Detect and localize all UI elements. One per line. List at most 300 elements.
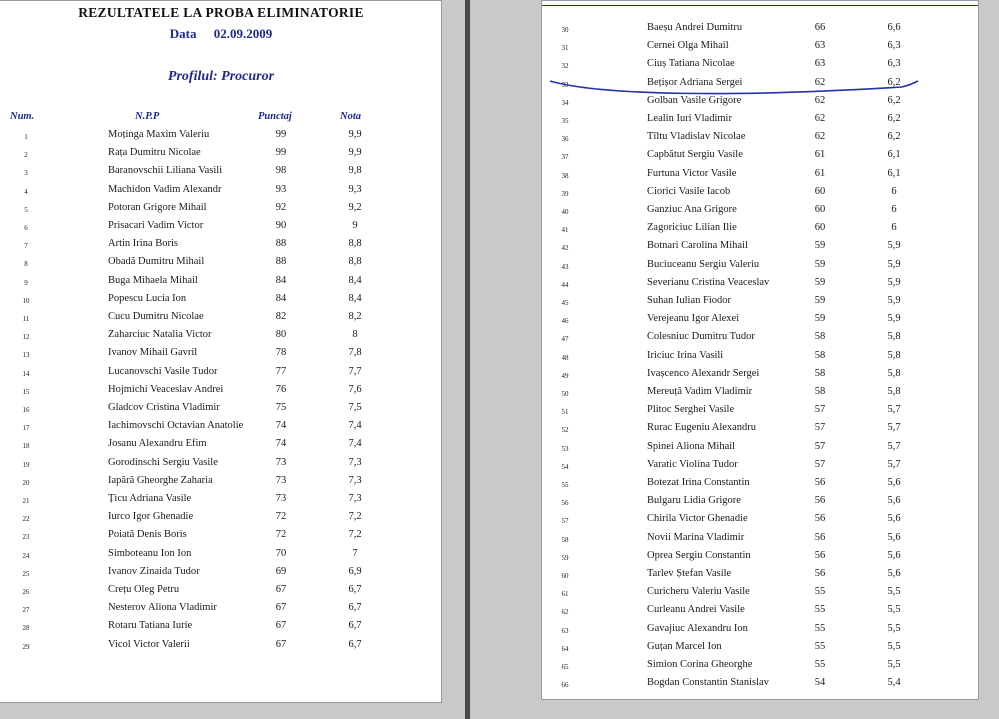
candidate-name: Bețișor Adriana Sergei	[647, 76, 743, 88]
candidate-name: Rurac Eugeniu Alexandru	[647, 422, 757, 434]
candidate-name: Curleanu Andrei Vasile	[647, 604, 745, 616]
row-grade: 6,3	[887, 40, 901, 52]
row-number: 8	[24, 260, 28, 269]
table-row	[0, 129, 441, 147]
row-grade: 7,3	[348, 456, 362, 468]
row-number: 43	[561, 262, 569, 271]
row-grade: 5,9	[887, 313, 901, 325]
row-points: 69	[275, 565, 287, 577]
row-grade: 5,6	[887, 568, 901, 579]
row-points: 73	[275, 493, 287, 504]
row-grade: 8,4	[348, 274, 362, 286]
row-grade: 7,6	[348, 383, 362, 395]
row-grade: 5,5	[887, 586, 901, 598]
table-row	[0, 220, 441, 238]
row-number: 16	[22, 406, 30, 414]
row-number: 22	[22, 515, 30, 524]
row-points: 56	[814, 568, 826, 579]
row-grade: 7,3	[348, 493, 362, 504]
row-number: 52	[561, 426, 569, 435]
candidate-name: Josanu Alexandru Efim	[108, 438, 207, 450]
candidate-name: Rotaru Tatiana Iurie	[108, 620, 193, 632]
candidate-name: Popescu Lucia Ion	[108, 292, 187, 304]
row-number: 13	[22, 351, 30, 360]
row-points: 57	[814, 404, 826, 416]
row-grade: 8,2	[348, 311, 362, 322]
row-points: 72	[275, 511, 287, 523]
row-grade: 6,9	[348, 565, 362, 577]
candidate-name: Spinei Aliona Mihail	[647, 440, 736, 452]
row-grade: 6,2	[887, 76, 901, 88]
candidate-name: Mereuță Vadim Vladimir	[647, 386, 753, 397]
row-number: 42	[561, 244, 569, 253]
row-number: 26	[22, 588, 30, 596]
row-grade: 9,3	[348, 183, 362, 195]
row-number: 47	[561, 335, 569, 344]
document-date	[0, 26, 442, 42]
table-row	[0, 384, 441, 402]
table-row	[0, 256, 441, 274]
candidate-name: Hojmichi Veaceslav Andrei	[108, 383, 224, 395]
candidate-name: Potoran Grigore Mihail	[108, 201, 207, 213]
row-number: 66	[561, 681, 569, 690]
row-grade: 9,9	[348, 129, 362, 140]
candidate-name: Ivanov Zinaida Tudor	[108, 565, 200, 577]
row-points: 60	[814, 185, 826, 197]
row-points: 80	[275, 329, 287, 341]
row-number: 60	[561, 572, 569, 580]
row-number: 4	[24, 187, 28, 196]
candidate-name: Iapără Gheorghe Zaharia	[108, 474, 213, 486]
row-grade: 6,6	[887, 22, 901, 33]
row-points: 59	[814, 276, 826, 288]
row-number: 39	[561, 189, 569, 198]
date-label: Data	[169, 26, 197, 41]
row-points: 62	[814, 94, 826, 106]
row-points: 56	[814, 513, 826, 525]
row-points: 88	[275, 256, 287, 268]
row-grade: 7,5	[348, 402, 362, 413]
candidate-name: Lucanovschi Vasile Tudor	[108, 365, 218, 377]
candidate-name: Vicol Victor Valerii	[108, 638, 190, 650]
row-number: 32	[561, 62, 569, 71]
row-points: 55	[814, 622, 826, 634]
row-points: 75	[275, 402, 287, 413]
row-number: 19	[22, 460, 30, 469]
row-number: 27	[22, 606, 30, 615]
table-row	[0, 293, 441, 311]
row-number: 55	[561, 481, 569, 489]
row-number: 56	[561, 499, 569, 508]
candidate-name: Varatic Violina Tudor	[647, 458, 738, 470]
table-row	[0, 420, 441, 438]
row-grade: 7,4	[348, 420, 362, 432]
candidate-name: Zagoriciuc Lilian Ilie	[647, 222, 737, 234]
profile-title: Profilul: Procuror	[167, 69, 275, 84]
row-points: 60	[814, 222, 826, 234]
document-title: REZULTATELE LA PROBA ELIMINATORIE	[78, 5, 364, 20]
table-row	[0, 639, 441, 657]
row-number: 64	[561, 644, 569, 653]
row-number: 7	[24, 242, 28, 251]
row-grade: 8,8	[348, 256, 362, 268]
row-points: 58	[814, 349, 826, 361]
candidate-name: Cucu Dumitru Nicolae	[108, 311, 204, 322]
row-grade: 9	[352, 220, 358, 231]
row-number: 1	[24, 133, 28, 141]
row-number: 50	[561, 390, 569, 398]
row-grade: 5,9	[887, 295, 901, 306]
row-number: 45	[561, 299, 569, 307]
candidate-name: Crețu Oleg Petru	[108, 584, 180, 595]
row-number: 41	[561, 226, 569, 235]
row-points: 76	[275, 383, 287, 395]
row-points: 55	[814, 659, 826, 670]
row-grade: 5,5	[887, 622, 901, 634]
row-number: 18	[22, 442, 30, 451]
table-row	[0, 602, 441, 620]
row-points: 56	[814, 477, 826, 488]
row-grade: 7,2	[348, 529, 362, 541]
row-points: 92	[275, 201, 287, 213]
row-grade: 5,7	[887, 404, 901, 416]
candidate-name: Ciuș Tatiana Nicolae	[647, 58, 735, 70]
row-grade: 6,2	[887, 131, 901, 143]
row-points: 67	[275, 584, 287, 595]
row-points: 88	[275, 238, 287, 250]
candidate-name: Severianu Cristina Veaceslav	[647, 276, 770, 288]
row-points: 67	[275, 602, 287, 614]
table-row	[0, 402, 441, 420]
row-number: 3	[24, 169, 28, 178]
row-grade: 6,2	[887, 113, 901, 124]
row-number: 20	[22, 478, 30, 487]
row-grade: 8,8	[348, 238, 362, 250]
candidate-name: Iurco Igor Ghenadie	[108, 511, 194, 523]
candidate-name: Simboteanu Ion Ion	[108, 547, 192, 559]
row-number: 31	[561, 44, 569, 53]
row-grade: 5,5	[887, 640, 901, 652]
candidate-name: Plitoc Serghei Vasile	[647, 404, 735, 416]
row-number: 10	[22, 296, 30, 305]
row-grade: 8	[352, 329, 358, 341]
row-points: 90	[275, 220, 287, 231]
candidate-name: Buga Mihaela Mihail	[108, 274, 198, 286]
row-grade: 9,9	[348, 147, 362, 159]
row-points: 63	[814, 40, 826, 52]
candidate-name: Capbătut Sergiu Vasile	[647, 149, 743, 161]
row-grade: 5,7	[887, 440, 901, 452]
row-points: 59	[814, 258, 826, 270]
candidate-name: Bogdan Constantin Stanislav	[647, 677, 769, 689]
row-points: 61	[814, 167, 826, 179]
table-row	[0, 475, 441, 493]
row-points: 72	[275, 529, 287, 541]
row-number: 28	[22, 624, 30, 633]
row-number: 29	[22, 642, 30, 651]
candidate-name: Artin Irina Boris	[108, 238, 178, 250]
candidate-name: Gladcov Cristina Vladimir	[108, 402, 220, 413]
row-grade: 5,8	[887, 331, 901, 343]
row-number: 57	[561, 517, 569, 526]
row-grade: 5,5	[887, 659, 901, 670]
row-points: 61	[814, 149, 826, 161]
row-grade: 6,7	[348, 584, 362, 595]
row-points: 58	[814, 331, 826, 343]
candidate-name: Curicheru Valeriu Vasile	[647, 586, 750, 598]
row-points: 56	[814, 495, 826, 507]
table-row	[0, 548, 441, 566]
table-row	[0, 275, 441, 293]
candidate-name: Botnari Carolina Mihail	[647, 240, 748, 252]
row-number: 51	[561, 408, 569, 417]
row-number: 58	[561, 535, 569, 544]
candidate-name: Ganziuc Ana Grigore	[647, 204, 737, 215]
candidate-name: Iachimovschi Octavian Anatolie	[108, 420, 244, 432]
row-points: 57	[814, 422, 826, 434]
row-grade: 5,7	[887, 458, 901, 470]
row-points: 59	[814, 240, 826, 252]
row-points: 74	[275, 438, 287, 450]
row-number: 46	[561, 317, 569, 326]
column-header-points: Punctaj	[258, 111, 292, 122]
row-grade: 6,7	[348, 620, 362, 632]
candidate-name: Oprea Sergiu Constantin	[647, 549, 751, 561]
row-points: 70	[275, 547, 287, 559]
row-number: 59	[561, 553, 569, 562]
row-grade: 6,7	[348, 602, 362, 614]
handwritten-underline-annotation	[542, 1, 978, 701]
row-number: 61	[561, 590, 569, 599]
row-grade: 5,4	[887, 677, 901, 689]
table-row	[0, 366, 441, 384]
row-points: 84	[275, 292, 287, 304]
candidate-name: Nesterov Aliona Vladimir	[108, 602, 217, 614]
row-number: 62	[561, 608, 569, 617]
row-points: 67	[275, 620, 287, 632]
row-points: 62	[814, 131, 826, 143]
row-points: 54	[814, 677, 826, 689]
row-grade: 7	[352, 547, 358, 559]
row-points: 74	[275, 420, 287, 432]
row-number: 21	[22, 497, 30, 505]
table-row	[0, 493, 441, 511]
candidate-name: Rața Dumitru Nicolae	[108, 147, 201, 159]
candidate-name: Bulgaru Lidia Grigore	[647, 495, 741, 507]
row-grade: 7,3	[348, 474, 362, 486]
row-grade: 6,3	[887, 58, 901, 70]
page-gutter	[465, 0, 470, 719]
row-points: 55	[814, 586, 826, 598]
row-grade: 7,7	[348, 365, 362, 377]
row-grade: 7,2	[348, 511, 362, 523]
row-points: 98	[275, 165, 287, 177]
table-row	[0, 311, 441, 329]
table-row	[0, 620, 441, 638]
row-grade: 7,8	[348, 347, 362, 359]
row-grade: 5,6	[887, 513, 901, 525]
row-number: 23	[22, 533, 30, 542]
row-grade: 6,1	[887, 167, 901, 179]
row-grade: 5,7	[887, 422, 901, 434]
row-number: 38	[561, 171, 569, 180]
column-header-name: N.P.P	[135, 111, 160, 122]
row-number: 5	[24, 205, 28, 214]
row-points: 63	[814, 58, 826, 70]
row-number: 33	[561, 80, 569, 89]
table-row	[0, 347, 441, 365]
candidate-name: Cernei Olga Mihail	[647, 40, 729, 52]
row-grade: 8,4	[348, 292, 362, 304]
row-number: 53	[561, 444, 569, 453]
row-number: 30	[561, 26, 569, 34]
row-number: 11	[22, 315, 30, 323]
row-points: 58	[814, 367, 826, 379]
row-number: 34	[561, 98, 569, 107]
row-grade: 5,6	[887, 477, 901, 488]
row-grade: 5,8	[887, 367, 901, 379]
row-points: 59	[814, 295, 826, 306]
candidate-name: Furtuna Victor Vasile	[647, 167, 737, 179]
row-number: 65	[561, 663, 569, 671]
date-value: 02.09.2009	[213, 26, 273, 41]
row-points: 59	[814, 313, 826, 325]
table-row	[0, 529, 441, 547]
candidate-name: Simion Corina Gheorghe	[647, 659, 753, 670]
row-grade: 5,8	[887, 349, 901, 361]
row-points: 93	[275, 183, 287, 195]
row-points: 56	[814, 531, 826, 543]
row-number: 17	[22, 424, 30, 433]
row-grade: 6,7	[348, 638, 362, 650]
row-points: 55	[814, 604, 826, 616]
table-row	[0, 238, 441, 256]
row-number: 40	[561, 208, 569, 216]
candidate-name: Verejeanu Igor Alexei	[647, 313, 740, 325]
candidate-name: Gorodinschi Sergiu Vasile	[108, 456, 218, 468]
row-points: 58	[814, 386, 826, 397]
table-row	[0, 202, 441, 220]
row-grade: 6,1	[887, 149, 901, 161]
candidate-name: Ivanov Mihail Gavril	[108, 347, 198, 359]
table-row	[0, 511, 441, 529]
column-header-grade: Nota	[340, 111, 361, 122]
row-points: 62	[814, 113, 826, 124]
row-grade: 7,4	[348, 438, 362, 450]
row-points: 99	[275, 129, 287, 140]
row-grade: 5,9	[887, 258, 901, 270]
row-grade: 9,2	[348, 201, 362, 213]
row-points: 99	[275, 147, 287, 159]
table-row	[0, 147, 441, 165]
row-grade: 6,2	[887, 94, 901, 106]
candidate-name: Suhan Iulian Fiodor	[647, 295, 731, 306]
candidate-name: Colesniuc Dumitru Tudor	[647, 331, 755, 343]
candidate-name: Țicu Adriana Vasile	[108, 493, 192, 504]
candidate-name: Chirila Victor Ghenadie	[647, 513, 748, 525]
table-row	[0, 584, 441, 602]
row-points: 73	[275, 456, 287, 468]
row-number: 14	[22, 369, 30, 378]
row-points: 60	[814, 204, 826, 215]
row-grade: 9,8	[348, 165, 362, 177]
table-row	[0, 165, 441, 183]
row-number: 63	[561, 626, 569, 635]
row-number: 15	[22, 387, 30, 396]
candidate-name: Ivașcenco Alexandr Sergei	[647, 367, 760, 379]
candidate-name: Tarlev Ștefan Vasile	[647, 568, 732, 579]
row-points: 77	[275, 365, 287, 377]
row-number: 35	[561, 117, 569, 125]
row-points: 84	[275, 274, 287, 286]
candidate-name: Baranovschii Liliana Vasili	[108, 165, 223, 177]
row-points: 66	[814, 22, 826, 33]
row-number: 54	[561, 462, 569, 471]
table-row	[0, 457, 441, 475]
row-grade: 5,6	[887, 495, 901, 507]
candidate-name: Guțan Marcel Ion	[647, 640, 722, 652]
candidate-name: Machidon Vadim Alexandr	[108, 183, 222, 195]
row-grade: 5,5	[887, 604, 901, 616]
candidate-name: Obadă Dumitru Mihail	[108, 256, 205, 268]
row-grade: 5,9	[887, 240, 901, 252]
row-number: 48	[561, 353, 569, 362]
row-points: 62	[814, 76, 826, 88]
row-number: 25	[22, 569, 30, 578]
row-number: 12	[22, 333, 30, 342]
row-grade: 5,6	[887, 549, 901, 561]
candidate-name: Poiată Denis Boris	[108, 529, 187, 541]
candidate-name: Lealin Iuri Vladimir	[647, 113, 732, 124]
row-points: 57	[814, 458, 826, 470]
row-points: 55	[814, 640, 826, 652]
candidate-name: Novii Marina Vladimir	[647, 531, 745, 543]
candidate-name: Ciorici Vasile Iacob	[647, 185, 731, 197]
candidate-name: Baeșu Andrei Dumitru	[647, 22, 743, 33]
row-number: 9	[24, 278, 28, 287]
row-grade: 5,6	[887, 531, 901, 543]
row-points: 57	[814, 440, 826, 452]
row-number: 24	[22, 551, 30, 560]
candidate-name: Iriciuc Irina Vasili	[647, 349, 724, 361]
row-grade: 6	[891, 222, 897, 234]
candidate-name: Moținga Maxim Valeriu	[108, 129, 210, 140]
row-number: 36	[561, 135, 569, 144]
candidate-name: Buciuceanu Sergiu Valeriu	[647, 258, 760, 270]
document-page-right	[541, 0, 979, 700]
table-row	[0, 329, 441, 347]
candidate-name: Gavajiuc Alexandru Ion	[647, 622, 748, 634]
candidate-name: Prisacari Vadim Victor	[108, 220, 204, 231]
document-page-left	[0, 0, 442, 703]
row-points: 73	[275, 474, 287, 486]
candidate-name: Golban Vasile Grigore	[647, 94, 742, 106]
row-number: 44	[561, 280, 569, 289]
table-row	[0, 438, 441, 456]
row-number: 49	[561, 371, 569, 380]
row-number: 6	[24, 224, 28, 232]
row-points: 56	[814, 549, 826, 561]
candidate-name: Tîltu Vladislav Nicolae	[647, 131, 746, 143]
candidate-name: Botezat Irina Constantin	[647, 477, 750, 488]
row-grade: 6	[891, 185, 897, 197]
candidate-name: Zaharciuc Natalia Victor	[108, 329, 212, 341]
row-points: 82	[275, 311, 287, 322]
row-points: 67	[275, 638, 287, 650]
table-row	[0, 566, 441, 584]
row-number: 37	[561, 153, 569, 162]
row-points: 78	[275, 347, 287, 359]
